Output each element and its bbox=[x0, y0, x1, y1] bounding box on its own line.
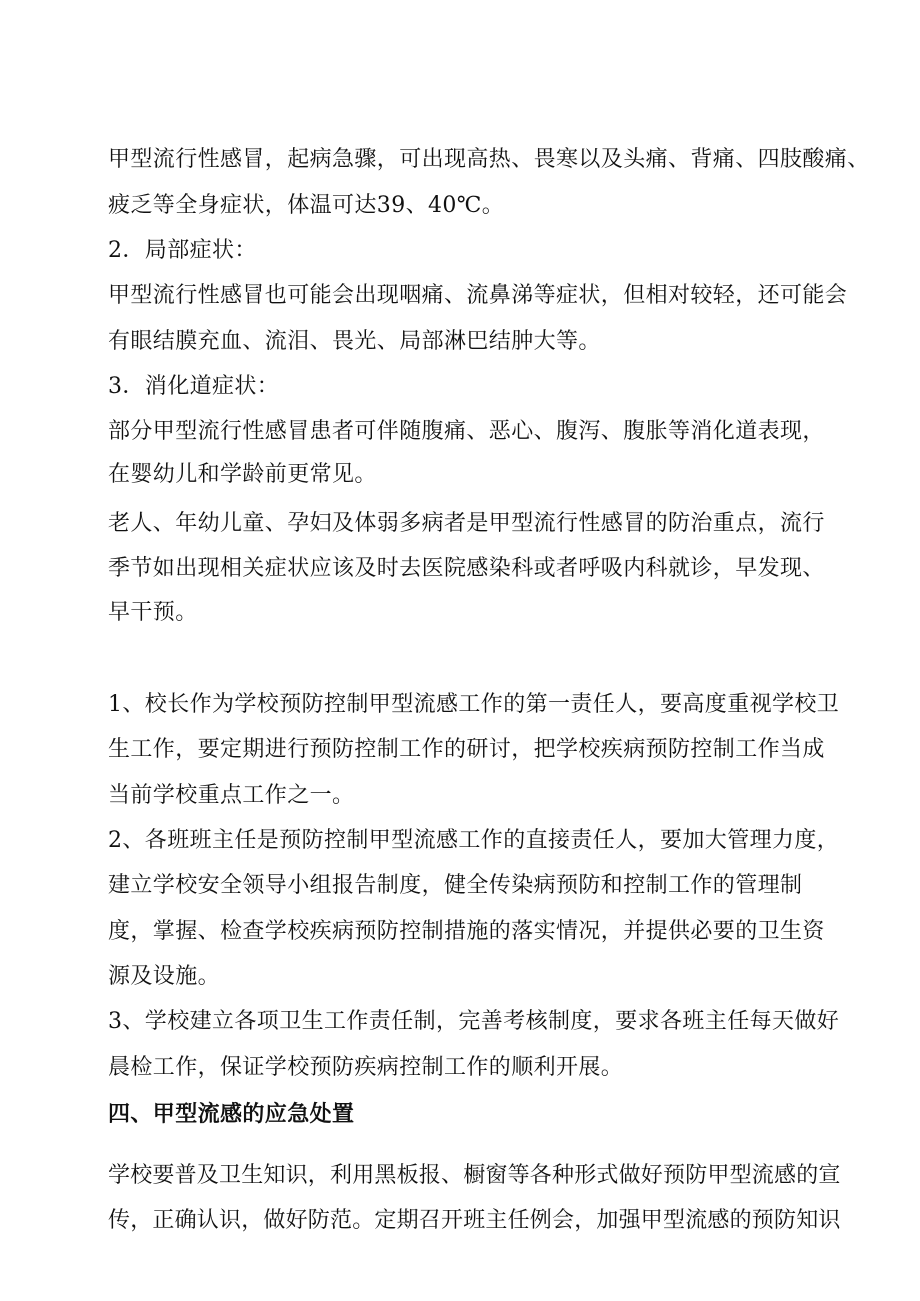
paragraph-line: 早干预。 bbox=[108, 600, 198, 625]
paragraph-line: 1、校长作为学校预防控制甲型流感工作的第一责任人，要高度重视学校卫 bbox=[108, 692, 840, 717]
paragraph-line: 当前学校重点工作之一。 bbox=[108, 783, 355, 808]
paragraph-line: 建立学校安全领导小组报告制度，健全传染病预防和控制工作的管理制 bbox=[108, 873, 803, 898]
section-label: 3．消化道症状： bbox=[108, 374, 280, 399]
paragraph-line: 部分甲型流行性感冒患者可伴随腹痛、恶心、腹泻、腹胀等消化道表现， bbox=[108, 419, 825, 444]
paragraph-line: 3、学校建立各项卫生工作责任制，完善考核制度，要求各班主任每天做好 bbox=[108, 1009, 840, 1034]
paragraph-line: 疲乏等全身症状，体温可达39、40℃。 bbox=[108, 193, 505, 218]
paragraph-line: 源及设施。 bbox=[108, 964, 221, 989]
section-label: 2．局部症状： bbox=[108, 238, 257, 263]
paragraph-line: 传，正确认识，做好防范。定期召开班主任例会，加强甲型流感的预防知识 bbox=[108, 1208, 841, 1233]
paragraph-line: 季节如出现相关症状应该及时去医院感染科或者呼吸内科就诊，早发现、 bbox=[108, 556, 825, 581]
paragraph-line: 甲型流行性感冒，起病急骤，可出现高热、畏寒以及头痛、背痛、四肢酸痛、 bbox=[108, 147, 870, 172]
paragraph-line: 在婴幼儿和学龄前更常见。 bbox=[108, 462, 377, 487]
section-heading: 四、甲型流感的应急处置 bbox=[108, 1102, 355, 1127]
paragraph-line: 甲型流行性感冒也可能会出现咽痛、流鼻涕等症状，但相对较轻，还可能会 bbox=[108, 283, 848, 308]
paragraph-line: 学校要普及卫生知识，利用黑板报、橱窗等各种形式做好预防甲型流感的宣 bbox=[108, 1163, 841, 1188]
paragraph-line: 晨检工作，保证学校预防疾病控制工作的顺利开展。 bbox=[108, 1055, 624, 1080]
paragraph-line: 生工作，要定期进行预防控制工作的研讨，把学校疾病预防控制工作当成 bbox=[108, 737, 825, 762]
paragraph-line: 2、各班班主任是预防控制甲型流感工作的直接责任人，要加大管理力度， bbox=[108, 828, 840, 853]
paragraph-line: 老人、年幼儿童、孕妇及体弱多病者是甲型流行性感冒的防治重点，流行 bbox=[108, 511, 825, 536]
paragraph-line: 有眼结膜充血、流泪、畏光、局部淋巴结肿大等。 bbox=[108, 329, 601, 354]
paragraph-line: 度，掌握、检查学校疾病预防控制措施的落实情况，并提供必要的卫生资 bbox=[108, 919, 825, 944]
